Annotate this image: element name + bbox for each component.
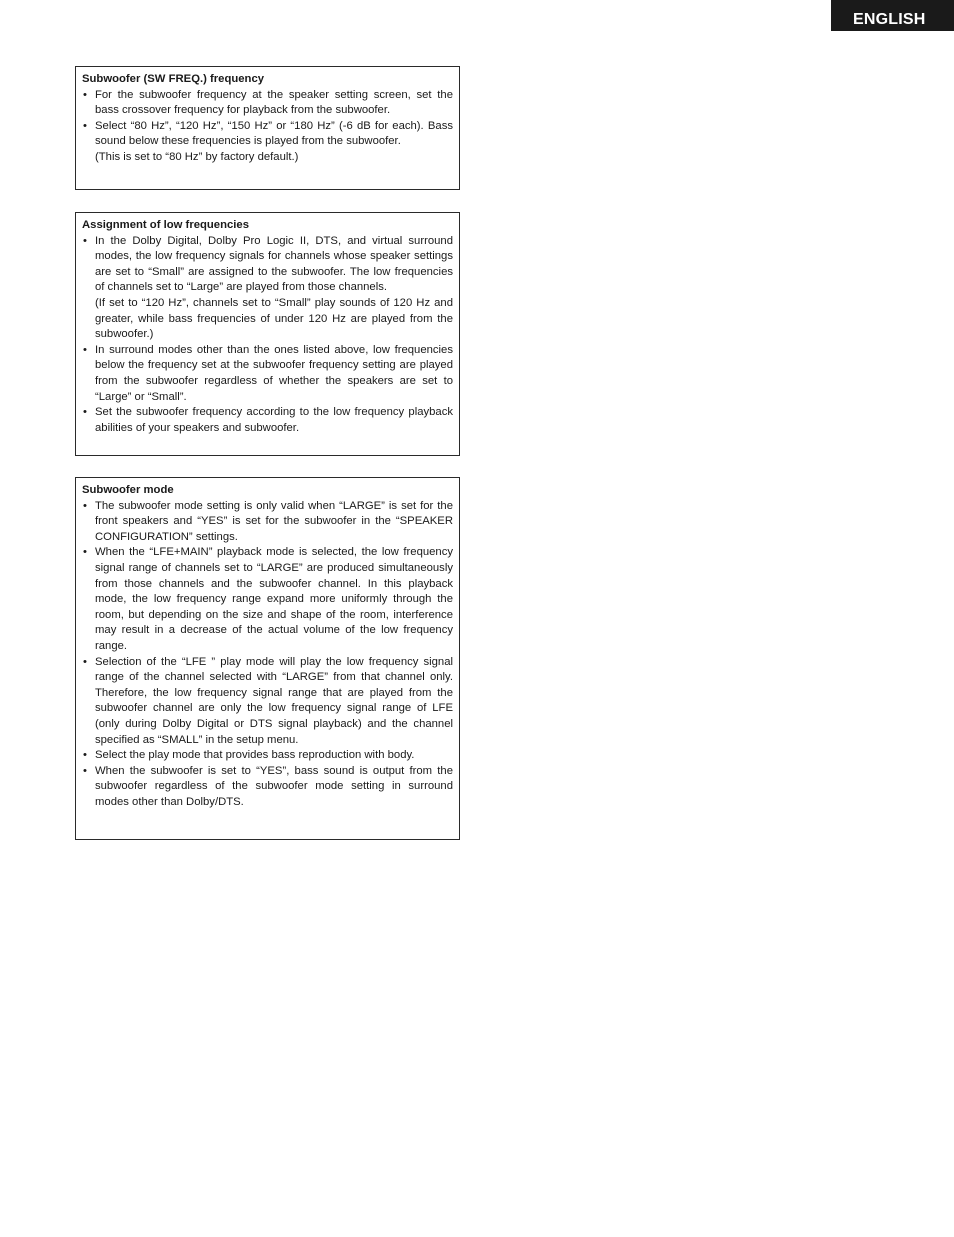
list-item-text: When the subwoofer is set to “YES”, bass sound is output from the subwoofer regardless of the subwoofer mode setting in surround modes other than Dolby/DTS. xyxy=(95,764,453,808)
bullet-icon: • xyxy=(83,88,87,101)
list-item xyxy=(82,405,453,436)
list-item xyxy=(82,343,453,405)
bullet-icon: • xyxy=(83,234,87,247)
list-item-note: (If set to “120 Hz”, channels set to “Small” play sounds of 120 Hz and greater, while bass frequencies of under 120 Hz are played from the subwoofer.) xyxy=(95,296,453,341)
sw-freq-list xyxy=(82,88,453,166)
subwoofer-mode-title: Subwoofer mode xyxy=(82,484,174,496)
list-item-text: Selection of the “LFE ” play mode will play the low frequency signal range of the channel selected with “LARGE” from that channel only. Therefore, the low frequency signal range that are played from the subwoofer channel are only the low frequency signal range of LFE (only during Dolby Digital or DTS signal playback) and the channel specified as “SMALL” in the setup menu. xyxy=(95,655,453,746)
subwoofer-mode-section xyxy=(75,477,460,840)
list-item xyxy=(82,764,453,811)
bullet-icon: • xyxy=(83,546,87,559)
list-item-text: Set the subwoofer frequency according to the low frequency playback abilities of your speakers and subwoofer. xyxy=(95,406,453,434)
list-item xyxy=(82,545,453,654)
list-item xyxy=(82,88,453,119)
bullet-icon: • xyxy=(83,655,87,668)
list-item-text: For the subwoofer frequency at the speaker setting screen, set the bass crossover frequency for playback from the subwoofer. xyxy=(95,88,453,117)
subwoofer-mode-list xyxy=(82,499,453,811)
bullet-icon: • xyxy=(83,764,87,777)
bullet-icon: • xyxy=(83,343,87,356)
assign-low-freq-title: Assignment of low frequencies xyxy=(82,219,249,231)
list-item xyxy=(82,234,453,343)
assign-low-freq-list xyxy=(82,234,453,437)
list-item xyxy=(82,119,453,166)
assign-low-freq-section xyxy=(75,212,460,456)
sw-freq-title: Subwoofer (SW FREQ.) frequency xyxy=(82,73,265,85)
list-item-text: In the Dolby Digital, Dolby Pro Logic II, DTS, and virtual surround modes, the low frequency signals for channels whose speaker settings are set to “Small” are assigned to the subwoofer. The low frequencies of channels set to “Large” are played from those channels. xyxy=(95,234,453,294)
list-item-text: In surround modes other than the ones listed above, low frequencies below the frequency set at the subwoofer frequency setting are played from the subwoofer regardless of whether the speakers are set to “Large” or “Small”. xyxy=(95,343,453,403)
list-item-note: (This is set to “80 Hz” by factory default.) xyxy=(95,150,299,163)
list-item xyxy=(82,748,453,764)
list-item xyxy=(82,655,453,749)
bullet-icon: • xyxy=(83,499,87,512)
list-item-text: The subwoofer mode setting is only valid when “LARGE” is set for the front speakers and “YES” is set for the subwoofer in the “SPEAKER CONFIGURATION” settings. xyxy=(95,499,453,543)
list-item xyxy=(82,499,453,546)
sw-freq-section xyxy=(75,66,460,190)
language-tab: ENGLISH xyxy=(831,0,954,31)
bullet-icon: • xyxy=(83,406,87,419)
list-item-text: Select the play mode that provides bass reproduction with body. xyxy=(95,749,415,762)
bullet-icon: • xyxy=(83,119,87,132)
list-item-text: Select “80 Hz”, “120 Hz”, “150 Hz” or “180 Hz” (-6 dB for each). Bass sound below these frequencies is played from the subwoofer. xyxy=(95,119,453,148)
list-item-text: When the “LFE+MAIN” playback mode is selected, the low frequency signal range of channels set to “LARGE” are produced simultaneously from those channels and the subwoofer channel. In this playback mode, the low frequency range expand more uniformly through the room, but depending on the size and shape of the room, interference may result in a decrease of the actual volume of the low frequency range. xyxy=(95,546,453,652)
bullet-icon: • xyxy=(83,749,87,762)
